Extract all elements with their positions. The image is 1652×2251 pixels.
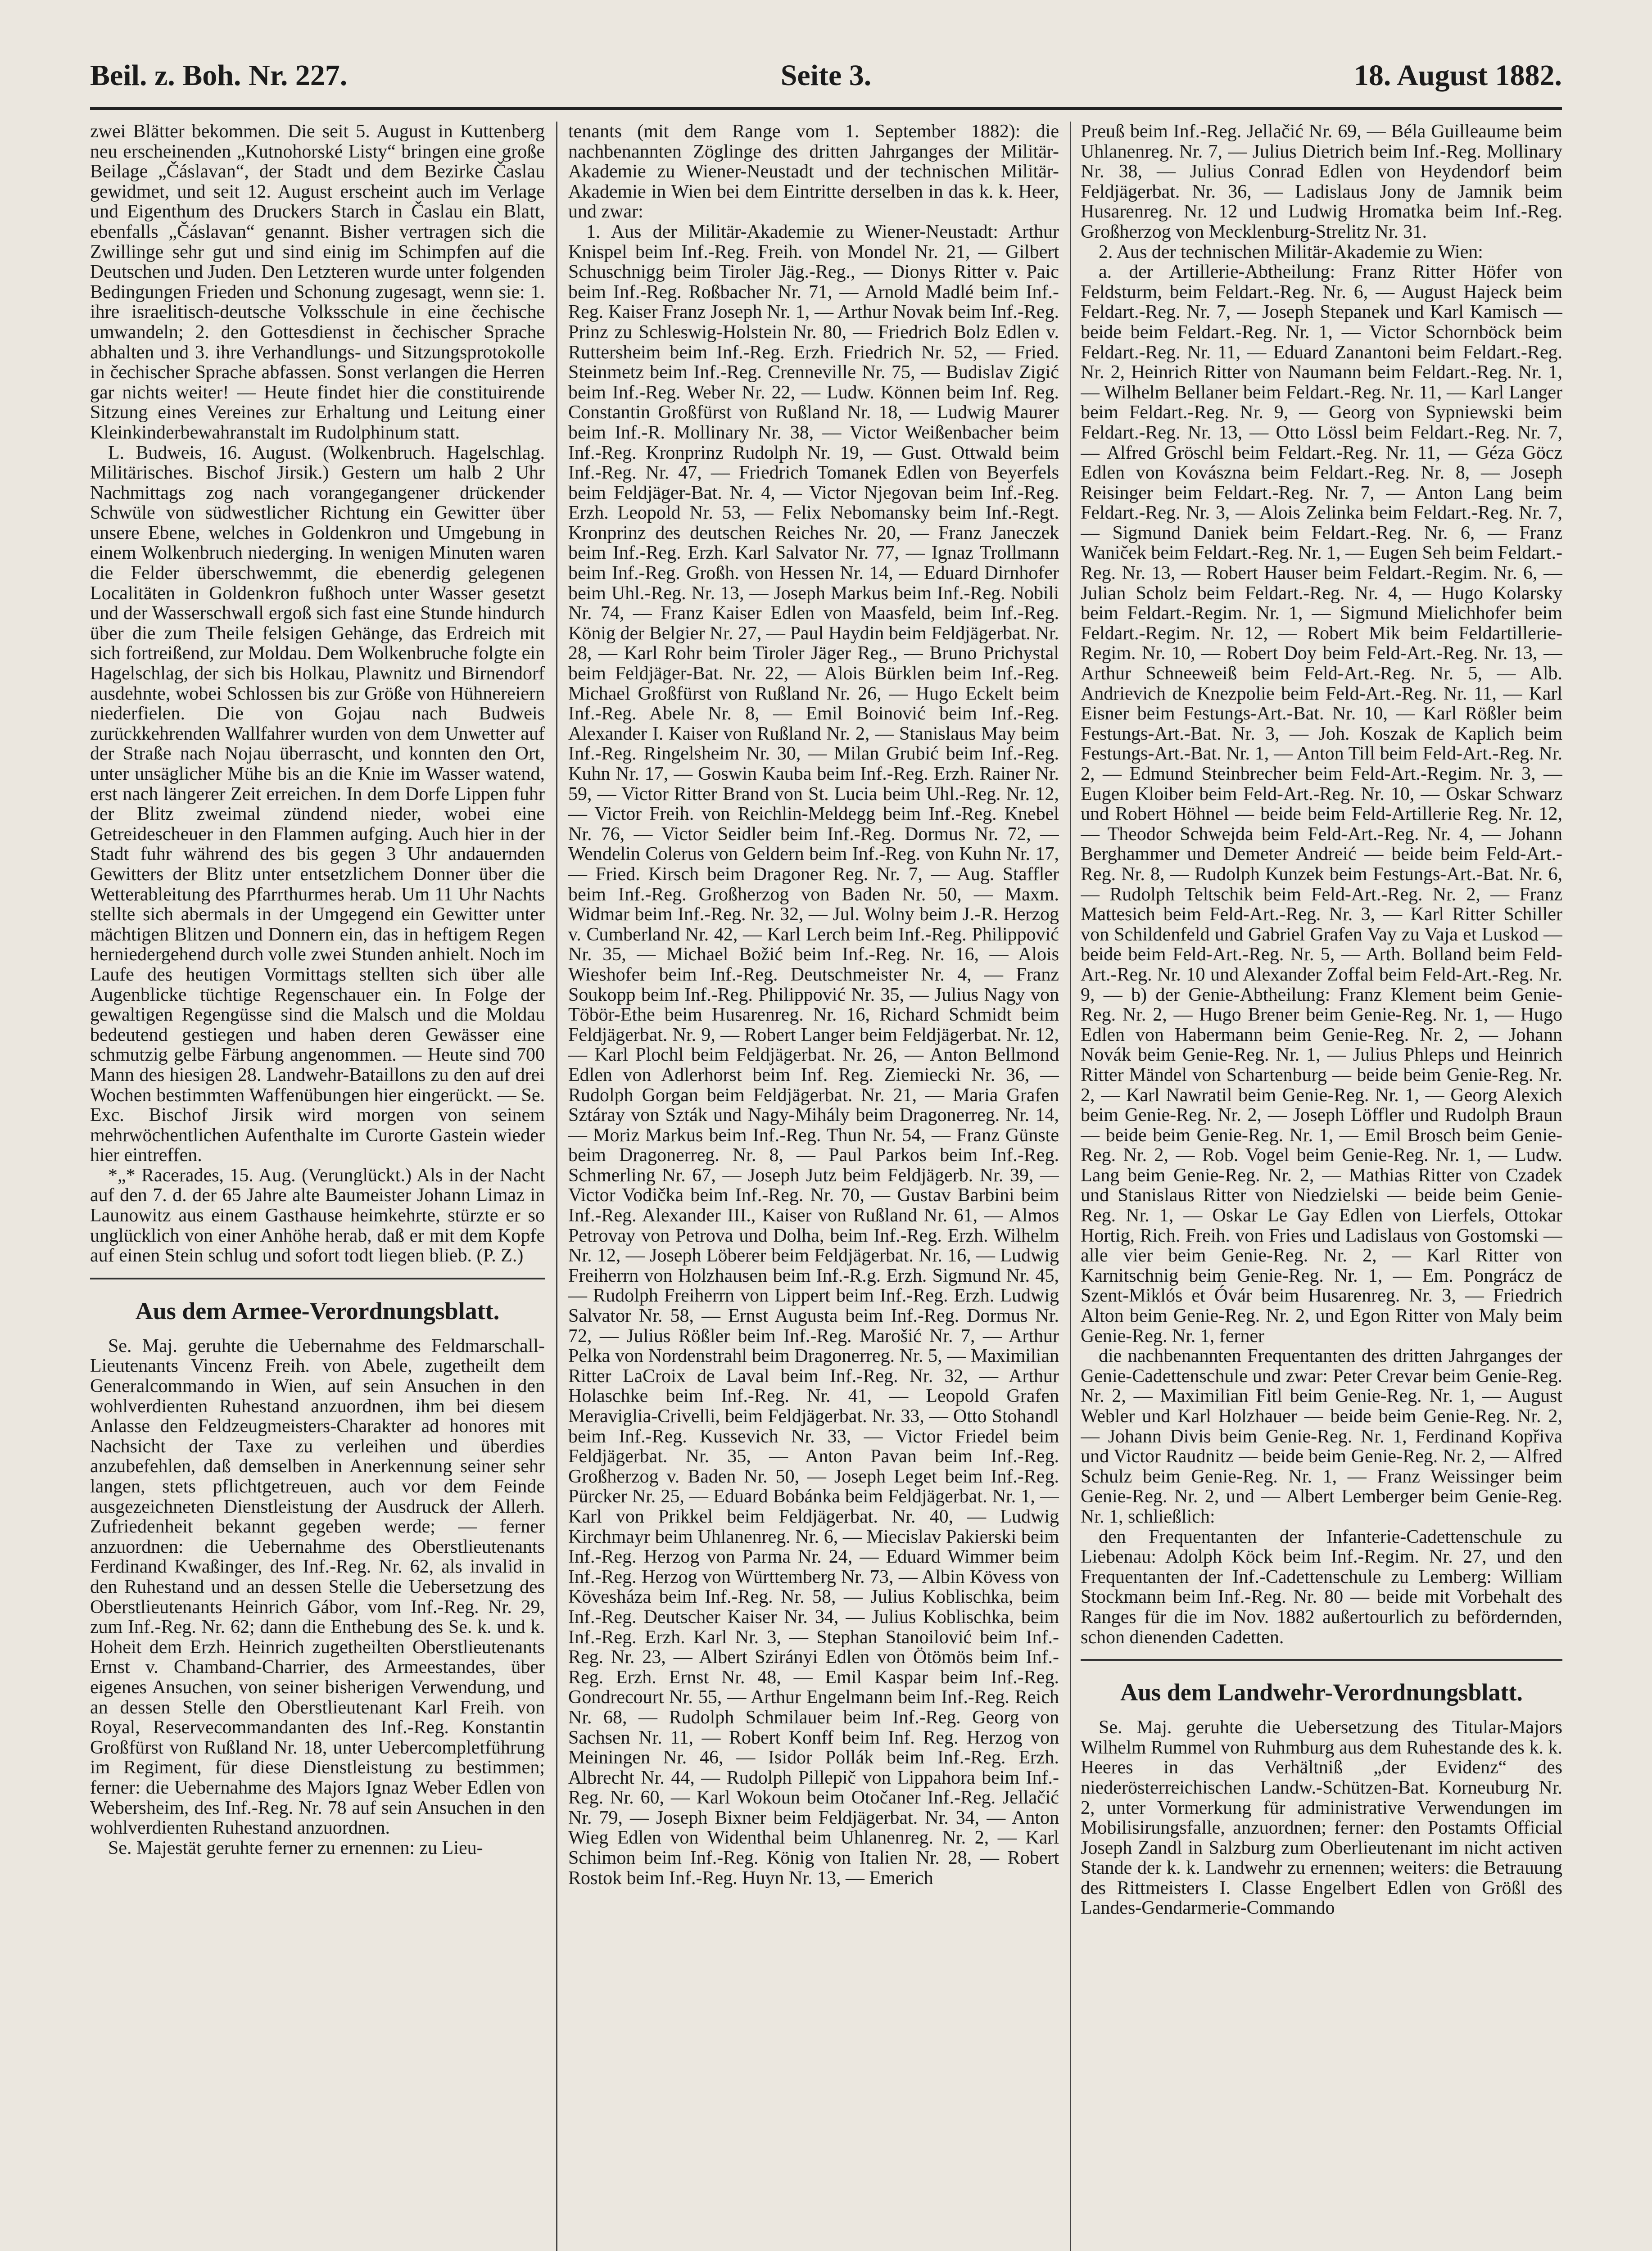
lieutenants-intro: tenants (mit dem Range vom 1. September 1882): die nachbenannten Zöglinge des dritten Jahrganges der Militär-Akademie zu Wiener-Neustadt und der technischen Militär-Akademie in Wien bei dem Eintritte derselben in das k. k. Heer, und zwar: — [568, 122, 1059, 222]
header-issue: Beil. z. Boh. Nr. 227. — [90, 59, 348, 92]
genie-cadets-list: die nachbenannten Frequentanten des dritten Jahrganges der Genie-Cadettenschule und zwar: Peter Crevar beim Genie-Reg. Nr. 2, — Maximilian Fitl beim Genie-Reg. Nr. 1, — August Webler und Karl Holzhauer — beide beim Genie-Reg. Nr. 2, — Johann Divis beim Genie-Reg. Nr. 1, Ferdinand Kopřiva und Victor Raudnitz — beide beim Genie-Reg. Nr. 2, — Alfred Schulz beim Genie-Reg. Nr. 1, — Franz Weissinger beim Genie-Reg. Nr. 2, und — Albert Lemberger beim Genie-Reg. Nr. 1, schließlich: — [1081, 1346, 1562, 1527]
page-header — [90, 59, 1562, 108]
header-date: 18. August 1882. — [1353, 59, 1562, 92]
column-divider-2 — [1070, 122, 1071, 2251]
armee-text-continued: Se. Majestät geruhte ferner zu ernennen: zu Lieu- — [108, 1837, 483, 1858]
article-text: zwei Blätter bekommen. Die seit 5. August in Kuttenberg neu erscheinenden „Kutnohorské Listy“ bringen eine große Beilage „Čáslavan“, der Stadt und dem Bezirke Časlau gewidmet, und seit 12. August erscheint auch im Verlage und Eigenthum des Druckers Starch in Časlau ein Blatt, ebenfalls „Čáslavan“ genannt. Bisher vertragen sich die Zwillinge sehr gut und sind einig im Schimpfen auf die Deutschen und Juden. Den Letzteren wurde unter folgenden Bedingungen Frieden und Schonung zugesagt, wenn sie: 1. ihre israelitisch-deutsche Volksschule in eine čechische umwandeln; 2. den Gottesdienst in čechischer Sprache abhalten und 3. ihre Verhandlungs- und Sitzungsprotokolle in čechischer Sprache abfassen. Sonst verlangen die Herren gar nichts weiter! — Heute findet hier die constituirende Sitzung eines Vereines zur Erhaltung und Leitung einer Kleinkinderbewahranstalt im Rudolphinum statt. — [90, 122, 545, 443]
column-1 — [90, 122, 545, 2251]
racerades-report: *„* Racerades, 15. Aug. (Verunglückt.) Als in der Nacht auf den 7. d. der 65 Jahre alte Baumeister Johann Limaz in Launowitz aus einem Gasthause heimkehrte, stürzte er so unglücklich von einer Anhöhe herab, daß er mit dem Kopfe auf einen Stein schlug und sofort todt liegen blieb. (P. Z.) — [90, 1165, 545, 1266]
header-rule — [90, 107, 1562, 110]
budweis-report: L. Budweis, 16. August. (Wolkenbruch. Hagelschlag. Militärisches. Bischof Jirsik.) Gestern um halb 2 Uhr Nachmittags zog nach vorangegangener drückender Schwüle von südwestlicher Richtung ein Gewitter über unsere Ebene, welches in Goldenkron und Umgebung in einem Wolkenbruch niederging. In wenigen Minuten waren die Felder überschwemmt, die ebenerdig gelegenen Localitäten in Goldenkron fußhoch unter Wasser gesetzt und der Wasserschwall ergoß sich fast eine Stunde hindurch über die zum Theile felsigen Gehänge, das Erdreich mit sich fortreißend, zur Moldau. Dem Wolkenbruche folgte ein Hagelschlag, der sich bis Holkau, Plawnitz und Birnendorf ausdehnte, wobei Schlossen bis zur Größe von Hühnereiern niederfielen. Die von Gojau nach Budweis zurückkehrenden Wallfahrer wurden von dem Unwetter auf der Straße nach Nojau überrascht, und konnten den Ort, unter unsäglicher Mühe bis an die Knie im Wasser watend, erst nach längerer Zeit erreichen. In dem Dorfe Lippen fuhr der Blitz zweimal zündend nieder, wobei eine Getreidescheuer in den Flammen aufging. Auch hier in der Stadt fuhr während des bis gegen 3 Uhr andauernden Gewitters der Blitz unter entsetzlichem Donner über die Wetterableitung des Pfarrthurmes herab. Um 11 Uhr Nachts stellte sich abermals in der Umgegend ein Gewitter unter mächtigen Blitzen und Donnern ein, das in heftigem Regen herniedergehend durch volle zwei Stunden anhielt. Noch im Laufe des heutigen Vormittags stellten sich über alle Augenblicke tüchtige Regenschauer ein. In Folge der gewaltigen Regengüsse sind die Malsch und die Moldau bedeutend gestiegen und haben deren Gewässer eine schmutzig gelbe Färbung angenommen. — Heute sind 700 Mann des hiesigen 28. Landwehr-Bataillons zu den auf drei Wochen bestimmten Waffenübungen hier eingerückt. — Se. Exc. Bischof Jirsik wird morgen von seinem mehrwöchentlichen Aufenthalte im Curorte Gastein wieder hier eintreffen. — [90, 442, 545, 1166]
section-heading-landwehr: Aus dem Landwehr-Verordnungsblatt. — [1120, 1679, 1523, 1706]
section-rule — [1081, 1659, 1562, 1661]
lieutenants-list: 1. Aus der Militär-Akademie zu Wiener-Neustadt: Arthur Knispel beim Inf.-Reg. Freih. von Mondel Nr. 21, — Gilbert Schuschnigg beim Tiroler Jäg.-Reg., — Dionys Ritter v. Paic beim Inf.-Reg. Roßbacher Nr. 71, — Arnold Madlé beim Inf.-Reg. Kaiser Franz Joseph Nr. 1, — Arthur Novak beim Inf.-Reg. Prinz zu Schleswig-Holstein Nr. 80, — Friedrich Bolz Edlen v. Ruttersheim beim Inf.-Reg. Erzh. Friedrich Nr. 52, — Fried. Steinmetz beim Inf.-Reg. Crenneville Nr. 75, — Budislav Zigić beim Inf.-Reg. Weber Nr. 22, — Ludw. Können beim Inf. Reg. Constantin Großfürst von Rußland Nr. 18, — Ludwig Maurer beim Inf.-R. Mollinary Nr. 38, — Victor Weißenbacher beim Inf.-Reg. Kronprinz Rudolph Nr. 19, — Gust. Ottwald beim Inf.-Reg. Nr. 47, — Friedrich Tomanek Edlen von Beyerfels beim Feldjäger-Bat. Nr. 4, — Victor Njegovan beim Inf.-Reg. Erzh. Leopold Nr. 53, — Felix Nebomansky beim Inf.-Regt. Kronprinz des deutschen Reiches Nr. 20, — Franz Janeczek beim Inf.-Reg. Erzh. Karl Salvator Nr. 77, — Ignaz Trollmann beim Inf.-Reg. Großh. von Hessen Nr. 14, — Eduard Dirnhofer beim Uhl.-Reg. Nr. 13, — Joseph Markus beim Inf.-Reg. Nobili Nr. 74, — Franz Kaiser Edlen von Maasfeld, beim Inf.-Reg. König der Belgier Nr. 27, — Paul Haydin beim Feldjägerbat. Nr. 28, — Karl Rohr beim Tiroler Jäger Reg., — Bruno Prichystal beim Feldjäger-Bat. Nr. 22, — Alois Bürklen beim Inf.-Reg. Michael Großfürst von Rußland Nr. 26, — Hugo Eckelt beim Inf.-Reg. Abele Nr. 8, — Emil Boinović beim Inf.-Reg. Alexander I. Kaiser von Rußland Nr. 2, — Stanislaus May beim Inf.-Reg. Ringelsheim Nr. 30, — Milan Grubić beim Inf.-Reg. Kuhn Nr. 17, — Goswin Kauba beim Inf.-Reg. Erzh. Rainer Nr. 59, — Victor Ritter Brand von St. Lucia beim Uhl.-Reg. Nr. 12, — Victor Freih. von Reichlin-Meldegg beim Inf.-Reg. Knebel Nr. 76, — Victor Seidler beim Inf.-Reg. Dormus Nr. 72, — Wendelin Colerus von Geldern beim Inf.-Reg. von Kuhn Nr. 17, — Fried. Kirsch beim Dragoner Reg. Nr. 7, — Aug. Staffler beim Inf.-Reg. Großherzog von Baden Nr. 50, — Maxm. Widmar beim Inf.-Reg. Nr. 32, — Jul. Wolny beim J.-R. Herzog v. Cumberland Nr. 42, — Karl Lerch beim Inf.-Reg. Philippović Nr. 35, — Michael Božić beim Inf.-Reg. Nr. 16, — Alois Wieshofer beim Inf.-Reg. Deutschmeister Nr. 4, — Franz Soukopp beim Inf.-Reg. Philippović Nr. 35, — Julius Nagy von Töbör-Ethe beim Husarenreg. Nr. 16, Richard Schmidt beim Feldjägerbat. Nr. 9, — Robert Langer beim Feldjägerbat. Nr. 12, — Karl Plochl beim Feldjägerbat. Nr. 26, — Anton Bellmond Edlen von Adlerhorst beim Inf. Reg. Ziemiecki Nr. 36, — Rudolph Gorgan beim Feldjägerbat. Nr. 21, — Maria Grafen Sztáray von Szták und Nagy-Mihály beim Dragonerreg. Nr. 14, — Moriz Markus beim Inf.-Reg. Thun Nr. 54, — Franz Günste beim Dragonerreg. Nr. 8, — Paul Parkos beim Inf.-Reg. Schmerling Nr. 67, — Joseph Jutz beim Feldjägerb. Nr. 39, — Victor Vodička beim Inf.-Reg. Nr. 70, — Gustav Barbini beim Inf.-Reg. Alexander III., Kaiser von Rußland Nr. 61, — Almos Petrovay von Petrova und Dolha, beim Inf.-Reg. Erzh. Wilhelm Nr. 12, — Joseph Löberer beim Feldjägerbat. Nr. 16, — Ludwig Freiherrn von Holzhausen beim Inf.-R.g. Erzh. Sigmund Nr. 45, — Rudolph Freiherrn von Lippert beim Inf.-Reg. Erzh. Ludwig Salvator Nr. 58, — Ernst Augusta beim Inf.-Reg. Dormus Nr. 72, — Julius Rößler beim Inf.-Reg. Marošić Nr. 7, — Arthur Pelka von Nordenstrahl beim Dragonerreg. Nr. 5, — Maximilian Ritter LaCroix de Laval beim Inf.-Reg. Nr. 32, — Arthur Holaschke beim Inf.-Reg. Nr. 41, — Leopold Grafen Meraviglia-Crivelli, beim Feldjägerbat. Nr. 33, — Otto Stohandl beim Inf.-Reg. Kussevich Nr. 33, — Victor Friedel beim Feldjägerbat. Nr. 35, — Anton Pavan beim Inf.-Reg. Großherzog v. Baden Nr. 50, — Joseph Leget beim Inf.-Reg. Pürcker Nr. 25, — Eduard Bobánka beim Feldjägerbat. Nr. 1, — Karl von Prikkel beim Feldjägerbat. Nr. 40, — Ludwig Kirchmayr beim Uhlanenreg. Nr. 6, — Miecislav Pakierski beim Inf.-Reg. Herzog von Parma Nr. 24, — Eduard Wimmer beim Inf.-Reg. Herzog von Württemberg Nr. 73, — Albin Kövess von Kövesháza beim Inf.-Reg. Nr. 58, — Julius Koblischka, beim Inf.-Reg. Deutscher Kaiser Nr. 34, — Julius Koblischka, beim Inf.-Reg. Erzh. Karl Nr. 3, — Stephan Stanoilović beim Inf.-Reg. Nr. 23, — Albert Szirányi Edlen von Ötömös beim Inf.-Reg. Erzh. Ernst Nr. 48, — Emil Kaspar beim Inf.-Reg. Gondrecourt Nr. 55, — Arthur Engelmann beim Inf.-Reg. Reich Nr. 68, — Rudolph Schmilauer beim Inf.-Reg. Georg von Sachsen Nr. 11, — Robert Konff beim Inf. Reg. Herzog von Meiningen Nr. 46, — Isidor Pollák beim Inf.-Reg. Erzh. Albrecht Nr. 44, — Rudolph Pillepič von Lippahora beim Inf.-Reg. Nr. 60, — Karl Wokoun beim Otočaner Inf.-Reg. Jellačić Nr. 79, — Joseph Bixner beim Feldjägerbat. Nr. 34, — Anton Wieg Edlen von Widenthal beim Uhlanenreg. Nr. 2, — Karl Schimon beim Inf.-Reg. König von Italien Nr. 28, — Robert Rostok beim Inf.-Reg. Huyn Nr. 13, — Emerich — [568, 221, 1059, 1889]
header-page-number: Seite 3. — [780, 59, 872, 92]
column-3 — [1081, 122, 1562, 2251]
landwehr-text: Se. Maj. geruhte die Uebersetzung des Titular-Majors Wilhelm Rummel von Ruhmburg aus dem Ruhestande des k. k. Heeres in das Verhältniß „der Evidenz“ des niederösterreichischen Landw.-Schützen-Bat. Korneuburg Nr. 2, unter Vormerkung für administrative Verwendungen im Mobilisirungsfalle, anzuordnen; ferner: den Postamts Official Joseph Zandl in Salzburg zum Oberlieutenant im nicht activen Stande der k. k. Landwehr zu ernennen; weiters: die Betrauung des Rittmeisters I. Classe Engelbert Edlen von Größl des Landes-Gendarmerie-Commando — [1081, 1717, 1562, 1919]
section-rule — [90, 1278, 545, 1279]
technical-academy-heading: 2. Aus der technischen Militär-Akademie zu Wien: — [1099, 241, 1483, 262]
column-divider-1 — [556, 122, 557, 2251]
column-2 — [568, 122, 1059, 2251]
infantry-cadets-list: den Frequentanten der Infanterie-Cadettenschule zu Liebenau: Adolph Köck beim Inf.-Regim. Nr. 27, und den Frequentanten der Inf.-Cadettenschule zu Lemberg: William Stockmann beim Inf.-Reg. Nr. 80 — beide mit Vorbehalt des Ranges für die im Nov. 1882 außertourlich zu befördernden, schon dienenden Cadetten. — [1081, 1526, 1562, 1648]
armee-text: Se. Maj. geruhte die Uebernahme des Feldmarschall-Lieutenants Vincenz Freih. von Abele, zugetheilt dem Generalcommando in Wien, auf sein Ansuchen in den wohlverdienten Ruhestand anzuordnen, ihm bei diesem Anlasse den Feldzeugmeisters-Charakter ad honores mit Nachsicht der Taxe zu verleihen und überdies anzubefehlen, daß demselben in Anerkennung seiner sehr langen, stets pflichtgetreuen, auch vor dem Feinde ausgezeichneten Dienstleistung der Ausdruck der Allerh. Zufriedenheit bekannt gegeben werde; — ferner anzuordnen: die Uebernahme des Oberstlieutenants Ferdinand Kwaßinger, des Inf.-Reg. Nr. 62, als invalid in den Ruhestand und an dessen Stelle die Uebersetzung des Oberstlieutenants Heinrich Gábor, vom Inf.-Reg. Nr. 29, zum Inf.-Reg. Nr. 62; dann die Enthebung des Se. k. und k. Hoheit dem Erzh. Heinrich zugetheilten Oberstlieutenants Ernst v. Chamband-Charrier, des Armeestandes, über eigenes Ansuchen, von seiner bisherigen Verwendung, und an dessen Stelle den Oberstlieutenant Karl Freih. von Royal, Reservecommandanten des Inf.-Reg. Konstantin Großfürst von Rußland Nr. 18, unter Uebercompletführung im Regiment, für diese Dienstleistung zu bestimmen; ferner: die Uebernahme des Majors Ignaz Weber Edlen von Webersheim, des Inf.-Reg. Nr. 78 auf sein Ansuchen in den wohlverdienten Ruhestand anzuordnen. — [90, 1335, 545, 1839]
lieutenants-list-end: Preuß beim Inf.-Reg. Jellačić Nr. 69, — Béla Guilleaume beim Uhlanenreg. Nr. 7, — Julius Dietrich beim Inf.-Reg. Mollinary Nr. 38, — Julius Conrad Edlen von Heydendorf beim Feldjägerbat. Nr. 36, — Ladislaus Jony de Jamnik beim Husarenreg. Nr. 12 und Ludwig Hromatka beim Inf.-Reg. Großherzog von Mecklenburg-Strelitz Nr. 31. — [1081, 122, 1562, 242]
artillery-list: a. der Artillerie-Abtheilung: Franz Ritter Höfer von Feldsturm, beim Feldart.-Reg. Nr. 6, — August Hajeck beim Feldart.-Reg. Nr. 7, — Joseph Stepanek und Karl Kamisch — beide beim Feldart.-Reg. Nr. 1, — Victor Schornböck beim Feldart.-Reg. Nr. 11, — Eduard Zanantoni beim Feldart.-Reg. Nr. 2, Heinrich Ritter von Naumann beim Feldart.-Reg. Nr. 1, — Wilhelm Bellaner beim Feldart.-Reg. Nr. 11, — Karl Langer beim Feldart.-Reg. Nr. 9, — Georg von Sypniewski beim Feldart.-Reg. Nr. 13, — Otto Lössl beim Feldart.-Reg. Nr. 7, — Alfred Gröschl beim Feldart.-Reg. Nr. 11, — Géza Göcz Edlen von Kovászna beim Feldart.-Reg. Nr. 8, — Joseph Reisinger beim Feldart.-Reg. Nr. 7, — Anton Lang beim Feldart.-Reg. Nr. 3, — Alois Zelinka beim Feldart.-Reg. Nr. 7, — Sigmund Daniek beim Feldart.-Reg. Nr. 6, — Franz Waniček beim Feldart.-Reg. Nr. 1, — Eugen Seh beim Feldart.-Reg. Nr. 13, — Robert Hauser beim Feldart.-Regim. Nr. 6, — Julian Scholz beim Feldart.-Reg. Nr. 4, — Hugo Kolarsky beim Feldart.-Regim. Nr. 1, — Sigmund Mielichhofer beim Feldart.-Regim. Nr. 12, — Robert Mik beim Feldartillerie-Regim. Nr. 10, — Robert Doy beim Feld-Art.-Reg. Nr. 13, — Arthur Schneeweiß beim Feld-Art.-Reg. Nr. 5, — Alb. Andrievich de Knezpolie beim Feld-Art.-Reg. Nr. 11, — Karl Eisner beim Festungs-Art.-Bat. Nr. 10, — Karl Rößler beim Festungs-Art.-Bat. Nr. 3, — Joh. Koszak de Kaplich beim Festungs-Art.-Bat. Nr. 1, — Anton Till beim Feld-Art.-Reg. Nr. 2, — Edmund Steinbrecher beim Feld-Art.-Regim. Nr. 3, — Eugen Kloiber beim Feld-Art.-Reg. Nr. 10, — Oskar Schwarz und Robert Höhnel — beide beim Feld-Artillerie Reg. Nr. 12, — Theodor Schwejda beim Feld-Art.-Reg. Nr. 4, — Johann Berghammer und Demeter Andreić — beide beim Feld-Art.-Reg. Nr. 8, — Rudolph Kunzek beim Festungs-Art.-Bat. Nr. 6, — Rudolph Teltschik beim Feld-Art.-Reg. Nr. 2, — Franz Mattesich beim Feld-Art.-Reg. Nr. 3, — Karl Ritter Schiller von Schildenfeld und Gabriel Grafen Vay zu Vaja et Luskod — beide beim Feld-Art.-Reg. Nr. 5, — Arth. Bolland beim Feld-Art.-Reg. Nr. 10 und Alexander Zoffal beim Feld-Art.-Reg. Nr. 9, — b) der Genie-Abtheilung: Franz Klement beim Genie-Reg. Nr. 2, — Hugo Brener beim Genie-Reg. Nr. 1, — Hugo Edlen von Habermann beim Genie-Reg. Nr. 2, — Johann Novák beim Genie-Reg. Nr. 1, — Julius Phleps und Heinrich Ritter Mändel von Schartenburg — beide beim Genie-Reg. Nr. 2, — Karl Nawratil beim Genie-Reg. Nr. 1, — Georg Alexich beim Genie-Reg. Nr. 2, — Joseph Löffler und Rudolph Braun — beide beim Genie-Reg. Nr. 1, — Emil Brosch beim Genie-Reg. Nr. 2, — Rob. Vogel beim Genie-Reg. Nr. 1, — Ludw. Lang beim Genie-Reg. Nr. 2, — Mathias Ritter von Czadek und Stanislaus Ritter von Niedzielski — beide beim Genie-Reg. Nr. 1, — Oskar Le Gay Edlen von Lierfels, Ottokar Hortig, Rich. Freih. von Fries und Ladislaus von Gostomski — alle vier beim Genie-Reg. Nr. 2, — Karl Ritter von Karnitschnig beim Genie-Reg. Nr. 1, — Em. Pongrácz de Szent-Miklós et Óvár beim Husarenreg. Nr. 3, — Friedrich Alton beim Genie-Reg. Nr. 2, und Egon Ritter von Maly beim Genie-Reg. Nr. 1, ferner — [1081, 262, 1562, 1347]
section-heading-armee: Aus dem Armee-Verordnungsblatt. — [135, 1297, 500, 1324]
